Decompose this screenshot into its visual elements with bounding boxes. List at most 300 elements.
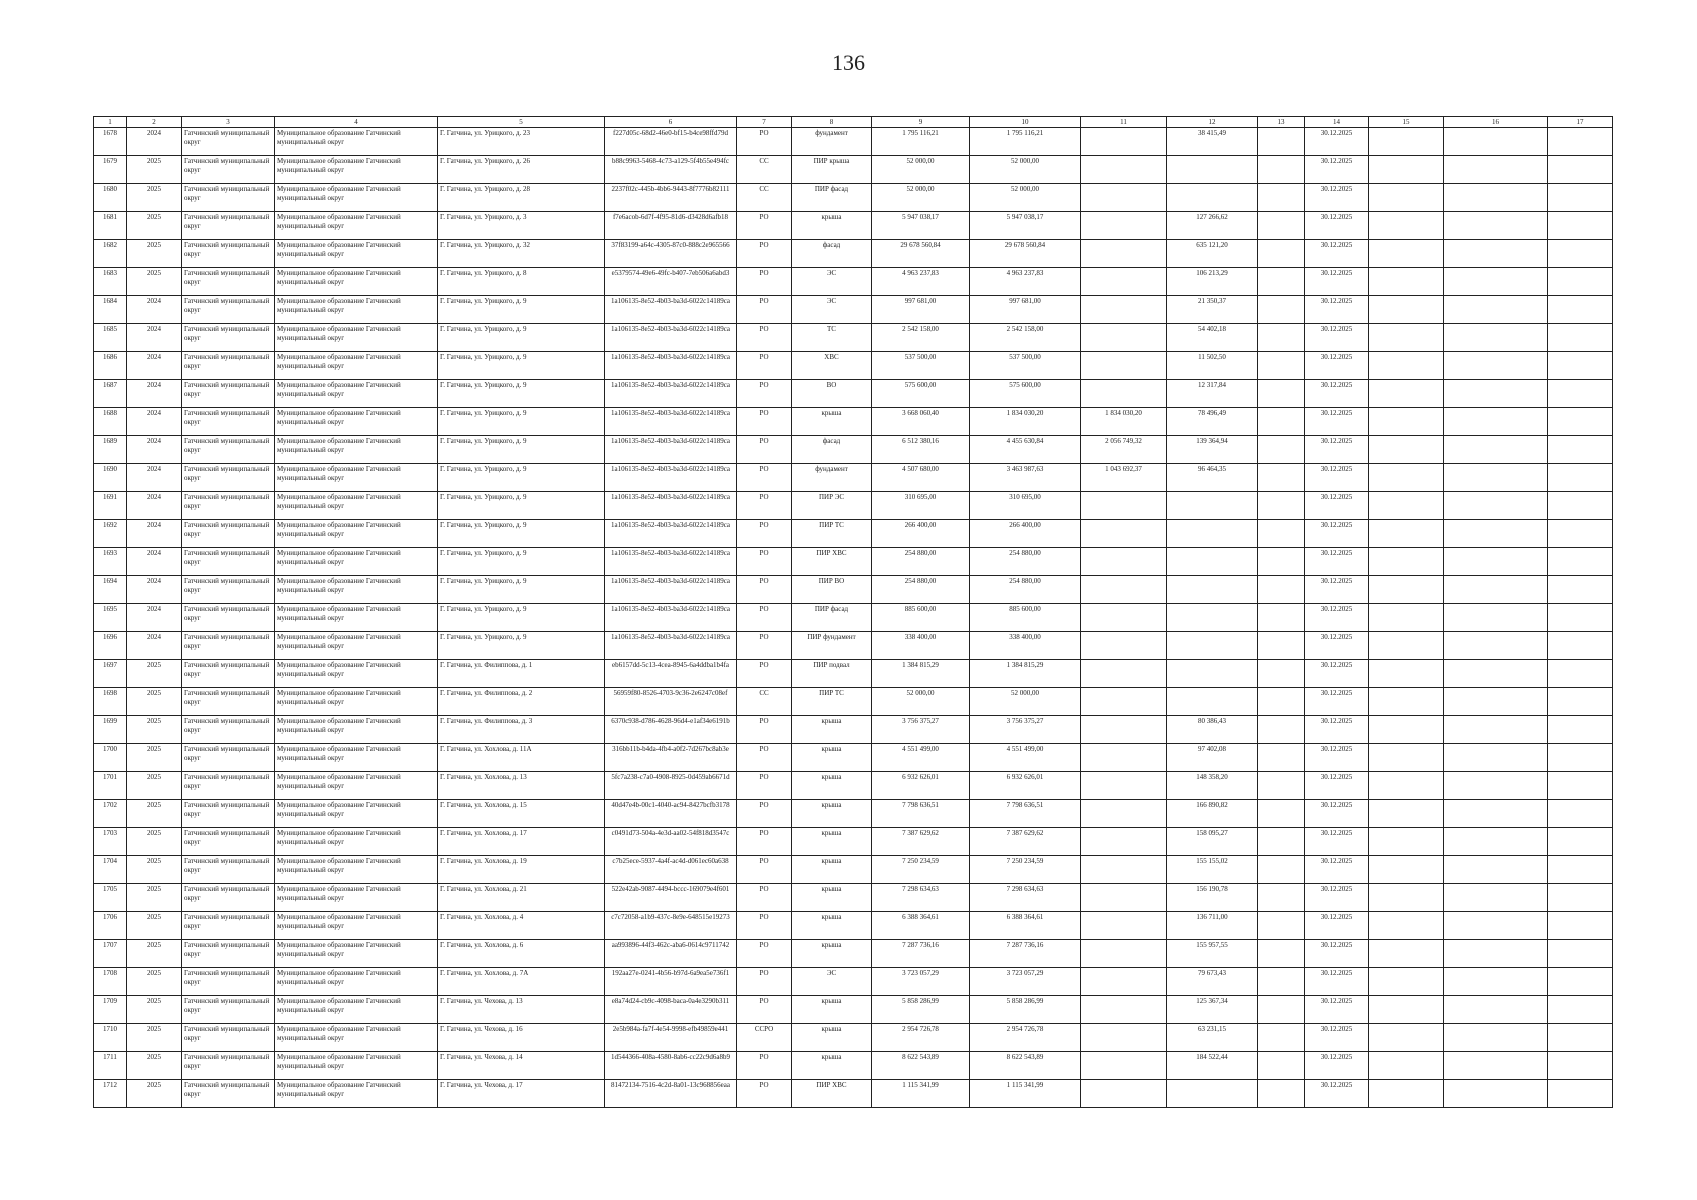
cell-col-16: [1444, 884, 1548, 912]
cell-municipality: Муниципальное образование Гатчинский муниципальный округ: [275, 380, 438, 408]
cell-total-cost: 5 858 286,99: [872, 996, 970, 1024]
cell-municipality: Муниципальное образование Гатчинский муниципальный округ: [275, 212, 438, 240]
cell-col-17: [1548, 408, 1613, 436]
cell-col-15: [1369, 184, 1444, 212]
cell-row-number: 1698: [94, 688, 127, 716]
cell-funding-3: 125 367,34: [1167, 996, 1258, 1024]
cell-work-type: ПИР ВО: [792, 576, 872, 604]
cell-municipality: Муниципальное образование Гатчинский муниципальный округ: [275, 660, 438, 688]
cell-col-17: [1548, 912, 1613, 940]
cell-col-16: [1444, 408, 1548, 436]
cell-funding-3: 38 415,49: [1167, 128, 1258, 156]
cell-col-13: [1258, 632, 1305, 660]
cell-col-13: [1258, 688, 1305, 716]
cell-work-type: крыша: [792, 772, 872, 800]
cell-col-17: [1548, 184, 1613, 212]
cell-address: Г. Гатчина, ул. Чехова, д. 16: [438, 1024, 605, 1052]
cell-year: 2024: [127, 576, 182, 604]
cell-end-date: 30.12.2025: [1305, 408, 1369, 436]
cell-col-15: [1369, 548, 1444, 576]
cell-funding-3: [1167, 184, 1258, 212]
cell-row-number: 1707: [94, 940, 127, 968]
cell-end-date: 30.12.2025: [1305, 744, 1369, 772]
cell-col-15: [1369, 800, 1444, 828]
cell-house-guid: 1a106135-8e52-4b03-ba3d-6022c14189ca: [605, 548, 737, 576]
cell-district: Гатчинский муниципальный округ: [182, 548, 275, 576]
cell-col-13: [1258, 240, 1305, 268]
cell-program-type: РО: [737, 240, 792, 268]
cell-municipality: Муниципальное образование Гатчинский муниципальный округ: [275, 268, 438, 296]
cell-funding-2: [1081, 548, 1167, 576]
table-row: [94, 324, 1613, 352]
cell-funding-2: [1081, 520, 1167, 548]
cell-year: 2025: [127, 968, 182, 996]
cell-work-type: крыша: [792, 800, 872, 828]
cell-year: 2025: [127, 1024, 182, 1052]
table-row: [94, 184, 1613, 212]
cell-col-13: [1258, 352, 1305, 380]
cell-col-13: [1258, 828, 1305, 856]
cell-house-guid: 6370c938-d786-4628-96d4-e1af34e6191b: [605, 716, 737, 744]
cell-municipality: Муниципальное образование Гатчинский муниципальный округ: [275, 548, 438, 576]
cell-program-type: РО: [737, 464, 792, 492]
cell-col-13: [1258, 548, 1305, 576]
cell-col-16: [1444, 968, 1548, 996]
cell-funding-1: 1 115 341,99: [970, 1080, 1081, 1108]
cell-funding-1: 3 756 375,27: [970, 716, 1081, 744]
table-row: [94, 800, 1613, 828]
cell-year: 2024: [127, 632, 182, 660]
cell-district: Гатчинский муниципальный округ: [182, 268, 275, 296]
cell-col-16: [1444, 996, 1548, 1024]
cell-total-cost: 52 000,00: [872, 156, 970, 184]
table-row: [94, 548, 1613, 576]
cell-col-15: [1369, 632, 1444, 660]
cell-col-16: [1444, 688, 1548, 716]
cell-funding-1: 997 681,00: [970, 296, 1081, 324]
cell-work-type: крыша: [792, 856, 872, 884]
cell-col-13: [1258, 884, 1305, 912]
cell-row-number: 1682: [94, 240, 127, 268]
cell-funding-2: [1081, 856, 1167, 884]
cell-end-date: 30.12.2025: [1305, 604, 1369, 632]
cell-col-17: [1548, 268, 1613, 296]
cell-col-16: [1444, 324, 1548, 352]
cell-total-cost: 1 384 815,29: [872, 660, 970, 688]
cell-row-number: 1702: [94, 800, 127, 828]
cell-funding-3: [1167, 156, 1258, 184]
cell-funding-3: [1167, 1080, 1258, 1108]
cell-address: Г. Гатчина, ул. Урицкого, д. 23: [438, 128, 605, 156]
cell-col-16: [1444, 912, 1548, 940]
cell-end-date: 30.12.2025: [1305, 464, 1369, 492]
cell-house-guid: 1a106135-8e52-4b03-ba3d-6022c14189ca: [605, 296, 737, 324]
cell-program-type: РО: [737, 744, 792, 772]
cell-program-type: РО: [737, 576, 792, 604]
cell-funding-1: 310 695,00: [970, 492, 1081, 520]
cell-total-cost: 4 507 680,00: [872, 464, 970, 492]
cell-work-type: ПИР фундамент: [792, 632, 872, 660]
cell-house-guid: 1a106135-8e52-4b03-ba3d-6022c14189ca: [605, 324, 737, 352]
cell-program-type: РО: [737, 632, 792, 660]
cell-funding-3: 139 364,94: [1167, 436, 1258, 464]
cell-funding-2: [1081, 184, 1167, 212]
cell-house-guid: 56959f80-8526-4703-9c36-2e6247c08ef: [605, 688, 737, 716]
cell-work-type: крыша: [792, 996, 872, 1024]
cell-year: 2025: [127, 828, 182, 856]
table-row: [94, 436, 1613, 464]
cell-row-number: 1706: [94, 912, 127, 940]
cell-row-number: 1681: [94, 212, 127, 240]
cell-district: Гатчинский муниципальный округ: [182, 1052, 275, 1080]
column-header-13: 13: [1258, 117, 1305, 128]
cell-row-number: 1711: [94, 1052, 127, 1080]
cell-col-15: [1369, 772, 1444, 800]
cell-district: Гатчинский муниципальный округ: [182, 296, 275, 324]
cell-municipality: Муниципальное образование Гатчинский муниципальный округ: [275, 352, 438, 380]
cell-col-15: [1369, 128, 1444, 156]
cell-col-15: [1369, 212, 1444, 240]
cell-district: Гатчинский муниципальный округ: [182, 856, 275, 884]
cell-district: Гатчинский муниципальный округ: [182, 436, 275, 464]
cell-district: Гатчинский муниципальный округ: [182, 352, 275, 380]
cell-total-cost: 310 695,00: [872, 492, 970, 520]
cell-house-guid: aa993896-44f3-462c-aba6-0614c9711742: [605, 940, 737, 968]
cell-col-15: [1369, 856, 1444, 884]
cell-funding-2: 2 056 749,32: [1081, 436, 1167, 464]
cell-funding-1: 7 250 234,59: [970, 856, 1081, 884]
cell-funding-2: [1081, 1080, 1167, 1108]
cell-funding-1: 254 880,00: [970, 548, 1081, 576]
cell-work-type: крыша: [792, 744, 872, 772]
cell-total-cost: 3 668 060,40: [872, 408, 970, 436]
cell-program-type: РО: [737, 492, 792, 520]
cell-year: 2025: [127, 716, 182, 744]
table-row: [94, 884, 1613, 912]
cell-funding-1: 5 947 038,17: [970, 212, 1081, 240]
cell-program-type: РО: [737, 660, 792, 688]
cell-address: Г. Гатчина, ул. Урицкого, д. 9: [438, 380, 605, 408]
cell-year: 2025: [127, 212, 182, 240]
cell-col-15: [1369, 968, 1444, 996]
cell-end-date: 30.12.2025: [1305, 660, 1369, 688]
cell-house-guid: f227d05c-68d2-46e0-bf15-b4ce98ffd79d: [605, 128, 737, 156]
cell-col-16: [1444, 464, 1548, 492]
cell-work-type: ПИР крыша: [792, 156, 872, 184]
cell-funding-3: [1167, 492, 1258, 520]
cell-total-cost: 338 400,00: [872, 632, 970, 660]
cell-col-13: [1258, 1052, 1305, 1080]
cell-program-type: РО: [737, 352, 792, 380]
cell-funding-2: [1081, 240, 1167, 268]
cell-end-date: 30.12.2025: [1305, 1024, 1369, 1052]
cell-col-17: [1548, 716, 1613, 744]
cell-district: Гатчинский муниципальный округ: [182, 688, 275, 716]
cell-total-cost: 3 723 057,29: [872, 968, 970, 996]
cell-address: Г. Гатчина, ул. Урицкого, д. 9: [438, 436, 605, 464]
cell-funding-3: 158 095,27: [1167, 828, 1258, 856]
table-row: [94, 940, 1613, 968]
cell-col-16: [1444, 548, 1548, 576]
cell-row-number: 1693: [94, 548, 127, 576]
cell-col-17: [1548, 800, 1613, 828]
cell-address: Г. Гатчина, ул. Урицкого, д. 9: [438, 492, 605, 520]
table-row: [94, 660, 1613, 688]
cell-work-type: крыша: [792, 884, 872, 912]
cell-address: Г. Гатчина, ул. Хохлова, д. 19: [438, 856, 605, 884]
cell-col-15: [1369, 1080, 1444, 1108]
cell-end-date: 30.12.2025: [1305, 268, 1369, 296]
cell-row-number: 1703: [94, 828, 127, 856]
cell-district: Гатчинский муниципальный округ: [182, 464, 275, 492]
cell-total-cost: 8 622 543,89: [872, 1052, 970, 1080]
cell-program-type: РО: [737, 212, 792, 240]
cell-funding-2: [1081, 128, 1167, 156]
cell-col-16: [1444, 156, 1548, 184]
cell-funding-3: 11 502,50: [1167, 352, 1258, 380]
cell-col-17: [1548, 380, 1613, 408]
cell-col-17: [1548, 632, 1613, 660]
cell-program-type: РО: [737, 772, 792, 800]
cell-row-number: 1679: [94, 156, 127, 184]
cell-col-17: [1548, 296, 1613, 324]
cell-total-cost: 1 795 116,21: [872, 128, 970, 156]
cell-house-guid: 1a106135-8e52-4b03-ba3d-6022c14189ca: [605, 464, 737, 492]
cell-end-date: 30.12.2025: [1305, 352, 1369, 380]
cell-work-type: фасад: [792, 436, 872, 464]
cell-program-type: РО: [737, 408, 792, 436]
cell-house-guid: 1a106135-8e52-4b03-ba3d-6022c14189ca: [605, 352, 737, 380]
cell-district: Гатчинский муниципальный округ: [182, 772, 275, 800]
cell-municipality: Муниципальное образование Гатчинский муниципальный округ: [275, 436, 438, 464]
cell-col-17: [1548, 660, 1613, 688]
cell-funding-3: 184 522,44: [1167, 1052, 1258, 1080]
cell-district: Гатчинский муниципальный округ: [182, 156, 275, 184]
cell-funding-3: 80 386,43: [1167, 716, 1258, 744]
cell-house-guid: c0491d73-504a-4e3d-aa02-54f818d3547c: [605, 828, 737, 856]
cell-work-type: крыша: [792, 716, 872, 744]
column-header-1: 1: [94, 117, 127, 128]
cell-municipality: Муниципальное образование Гатчинский муниципальный округ: [275, 492, 438, 520]
cell-funding-1: 52 000,00: [970, 184, 1081, 212]
table-row: [94, 688, 1613, 716]
table-row: [94, 128, 1613, 156]
cell-total-cost: 7 250 234,59: [872, 856, 970, 884]
cell-col-17: [1548, 436, 1613, 464]
cell-col-15: [1369, 996, 1444, 1024]
table-row: [94, 240, 1613, 268]
cell-end-date: 30.12.2025: [1305, 800, 1369, 828]
cell-end-date: 30.12.2025: [1305, 688, 1369, 716]
cell-year: 2024: [127, 492, 182, 520]
cell-end-date: 30.12.2025: [1305, 240, 1369, 268]
cell-col-15: [1369, 604, 1444, 632]
column-header-2: 2: [127, 117, 182, 128]
cell-col-13: [1258, 436, 1305, 464]
cell-year: 2024: [127, 464, 182, 492]
cell-col-15: [1369, 716, 1444, 744]
cell-house-guid: b88c9963-5468-4c73-a129-5f4b55e494fc: [605, 156, 737, 184]
cell-col-17: [1548, 856, 1613, 884]
cell-house-guid: 1a106135-8e52-4b03-ba3d-6022c14189ca: [605, 604, 737, 632]
cell-address: Г. Гатчина, ул. Урицкого, д. 9: [438, 352, 605, 380]
cell-house-guid: 1a106135-8e52-4b03-ba3d-6022c14189ca: [605, 492, 737, 520]
cell-funding-2: [1081, 800, 1167, 828]
cell-district: Гатчинский муниципальный округ: [182, 240, 275, 268]
cell-program-type: РО: [737, 296, 792, 324]
cell-col-17: [1548, 940, 1613, 968]
cell-municipality: Муниципальное образование Гатчинский муниципальный округ: [275, 912, 438, 940]
cell-col-17: [1548, 212, 1613, 240]
cell-municipality: Муниципальное образование Гатчинский муниципальный округ: [275, 716, 438, 744]
cell-funding-1: 3 463 987,63: [970, 464, 1081, 492]
cell-municipality: Муниципальное образование Гатчинский муниципальный округ: [275, 128, 438, 156]
cell-year: 2024: [127, 352, 182, 380]
cell-program-type: РО: [737, 996, 792, 1024]
cell-end-date: 30.12.2025: [1305, 184, 1369, 212]
cell-address: Г. Гатчина, ул. Урицкого, д. 9: [438, 408, 605, 436]
cell-col-15: [1369, 884, 1444, 912]
cell-municipality: Муниципальное образование Гатчинский муниципальный округ: [275, 968, 438, 996]
cell-total-cost: 7 387 629,62: [872, 828, 970, 856]
table-body: [94, 128, 1613, 1108]
cell-funding-1: 52 000,00: [970, 156, 1081, 184]
cell-col-15: [1369, 380, 1444, 408]
cell-row-number: 1690: [94, 464, 127, 492]
cell-municipality: Муниципальное образование Гатчинский муниципальный округ: [275, 464, 438, 492]
cell-col-17: [1548, 324, 1613, 352]
table-header: [94, 117, 1613, 128]
cell-col-15: [1369, 436, 1444, 464]
table-row: [94, 576, 1613, 604]
cell-district: Гатчинский муниципальный округ: [182, 324, 275, 352]
cell-funding-1: 52 000,00: [970, 688, 1081, 716]
cell-funding-1: 575 600,00: [970, 380, 1081, 408]
cell-col-16: [1444, 240, 1548, 268]
column-header-12: 12: [1167, 117, 1258, 128]
cell-funding-2: [1081, 576, 1167, 604]
cell-col-13: [1258, 772, 1305, 800]
cell-funding-3: 21 350,37: [1167, 296, 1258, 324]
cell-col-17: [1548, 576, 1613, 604]
cell-address: Г. Гатчина, ул. Урицкого, д. 9: [438, 296, 605, 324]
cell-total-cost: 2 542 158,00: [872, 324, 970, 352]
cell-col-13: [1258, 156, 1305, 184]
cell-district: Гатчинский муниципальный округ: [182, 912, 275, 940]
cell-house-guid: c7b25ece-5937-4a4f-ac4d-d061ec60a638: [605, 856, 737, 884]
cell-col-13: [1258, 296, 1305, 324]
cell-total-cost: 4 551 499,00: [872, 744, 970, 772]
cell-funding-3: 156 190,78: [1167, 884, 1258, 912]
column-header-8: 8: [792, 117, 872, 128]
cell-col-16: [1444, 1052, 1548, 1080]
cell-col-15: [1369, 464, 1444, 492]
cell-address: Г. Гатчина, ул. Урицкого, д. 9: [438, 576, 605, 604]
cell-address: Г. Гатчина, ул. Урицкого, д. 9: [438, 520, 605, 548]
column-header-15: 15: [1369, 117, 1444, 128]
cell-address: Г. Гатчина, ул. Хохлова, д. 15: [438, 800, 605, 828]
cell-col-16: [1444, 632, 1548, 660]
cell-municipality: Муниципальное образование Гатчинский муниципальный округ: [275, 408, 438, 436]
cell-end-date: 30.12.2025: [1305, 632, 1369, 660]
cell-col-17: [1548, 352, 1613, 380]
cell-program-type: РО: [737, 128, 792, 156]
table-row: [94, 1080, 1613, 1108]
cell-funding-3: [1167, 632, 1258, 660]
table-row: [94, 968, 1613, 996]
cell-district: Гатчинский муниципальный округ: [182, 940, 275, 968]
table-row: [94, 604, 1613, 632]
cell-district: Гатчинский муниципальный округ: [182, 632, 275, 660]
cell-row-number: 1691: [94, 492, 127, 520]
cell-work-type: крыша: [792, 1024, 872, 1052]
cell-program-type: РО: [737, 716, 792, 744]
cell-end-date: 30.12.2025: [1305, 828, 1369, 856]
cell-row-number: 1694: [94, 576, 127, 604]
cell-house-guid: 1a106135-8e52-4b03-ba3d-6022c14189ca: [605, 576, 737, 604]
cell-funding-1: 3 723 057,29: [970, 968, 1081, 996]
cell-col-13: [1258, 520, 1305, 548]
cell-col-17: [1548, 996, 1613, 1024]
table-row: [94, 492, 1613, 520]
cell-col-17: [1548, 1052, 1613, 1080]
cell-col-13: [1258, 268, 1305, 296]
cell-address: Г. Гатчина, ул. Хохлова, д. 11А: [438, 744, 605, 772]
cell-work-type: крыша: [792, 940, 872, 968]
cell-row-number: 1709: [94, 996, 127, 1024]
page-number: 136: [832, 50, 865, 75]
cell-municipality: Муниципальное образование Гатчинский муниципальный округ: [275, 772, 438, 800]
cell-funding-3: [1167, 688, 1258, 716]
cell-work-type: крыша: [792, 828, 872, 856]
cell-end-date: 30.12.2025: [1305, 128, 1369, 156]
cell-total-cost: 52 000,00: [872, 688, 970, 716]
cell-funding-2: [1081, 1052, 1167, 1080]
cell-municipality: Муниципальное образование Гатчинский муниципальный округ: [275, 156, 438, 184]
cell-program-type: РО: [737, 884, 792, 912]
cell-funding-1: 266 400,00: [970, 520, 1081, 548]
cell-total-cost: 6 512 380,16: [872, 436, 970, 464]
table-row: [94, 520, 1613, 548]
cell-total-cost: 537 500,00: [872, 352, 970, 380]
column-header-9: 9: [872, 117, 970, 128]
table-row: [94, 1024, 1613, 1052]
cell-row-number: 1710: [94, 1024, 127, 1052]
cell-district: Гатчинский муниципальный округ: [182, 1080, 275, 1108]
cell-district: Гатчинский муниципальный округ: [182, 492, 275, 520]
cell-funding-3: [1167, 660, 1258, 688]
cell-total-cost: 575 600,00: [872, 380, 970, 408]
table-row: [94, 996, 1613, 1024]
column-header-14: 14: [1305, 117, 1369, 128]
cell-col-13: [1258, 1024, 1305, 1052]
cell-year: 2024: [127, 520, 182, 548]
cell-col-16: [1444, 520, 1548, 548]
cell-municipality: Муниципальное образование Гатчинский муниципальный округ: [275, 1024, 438, 1052]
cell-total-cost: 997 681,00: [872, 296, 970, 324]
cell-municipality: Муниципальное образование Гатчинский муниципальный округ: [275, 884, 438, 912]
cell-col-13: [1258, 492, 1305, 520]
cell-address: Г. Гатчина, ул. Хохлова, д. 13: [438, 772, 605, 800]
table-row: [94, 744, 1613, 772]
cell-house-guid: 2e5b984a-fa7f-4e54-9998-efb49859e441: [605, 1024, 737, 1052]
cell-work-type: ЭС: [792, 296, 872, 324]
cell-address: Г. Гатчина, ул. Урицкого, д. 9: [438, 604, 605, 632]
cell-funding-1: 1 834 030,20: [970, 408, 1081, 436]
cell-col-13: [1258, 744, 1305, 772]
cell-funding-1: 4 963 237,83: [970, 268, 1081, 296]
cell-year: 2025: [127, 772, 182, 800]
